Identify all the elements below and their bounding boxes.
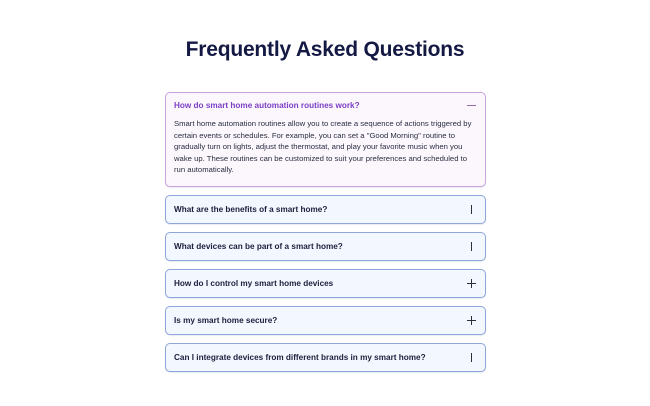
plus-icon[interactable] (465, 277, 477, 289)
faq-item-control (165, 269, 486, 298)
faq-question-text: Is my smart home secure? (174, 315, 278, 325)
faq-item-devices (165, 232, 486, 261)
vertical-bar-icon[interactable] (465, 351, 477, 363)
faq-question-text: How do smart home automation routines work? (174, 101, 360, 110)
faq-question-button[interactable] (166, 233, 485, 260)
faq-item-automation-routines (165, 92, 486, 187)
faq-question-button[interactable] (166, 196, 485, 223)
faq-question-text: What are the benefits of a smart home? (174, 204, 328, 214)
faq-item-integration (165, 343, 486, 372)
faq-list (165, 92, 486, 380)
plus-icon[interactable] (465, 314, 477, 326)
faq-question-text: What devices can be part of a smart home? (174, 241, 343, 251)
vertical-bar-icon[interactable] (465, 240, 477, 252)
faq-question-button[interactable] (166, 344, 485, 371)
faq-question-button[interactable] (166, 307, 485, 334)
faq-question-text: Can I integrate devices from different brands in my smart home? (174, 352, 426, 362)
faq-answer-text: Smart home automation routines allow you to create a sequence of actions triggered by certain events or schedules. For example, you can set a "Good Morning" routine to gradually turn on lights, adjust the thermostat, and play your favorite music when you wake up. These routines can be customized to suit your preferences and scheduled to run automatically. (174, 119, 472, 175)
faq-question-text: How do I control my smart home devices (174, 278, 334, 288)
page-title: Frequently Asked Questions (185, 38, 465, 61)
minus-icon[interactable] (465, 100, 477, 112)
faq-item-security (165, 306, 486, 335)
vertical-bar-icon[interactable] (465, 203, 477, 215)
faq-question-button[interactable] (166, 270, 485, 297)
faq-item-benefits (165, 195, 486, 224)
faq-question-button[interactable] (166, 93, 485, 118)
